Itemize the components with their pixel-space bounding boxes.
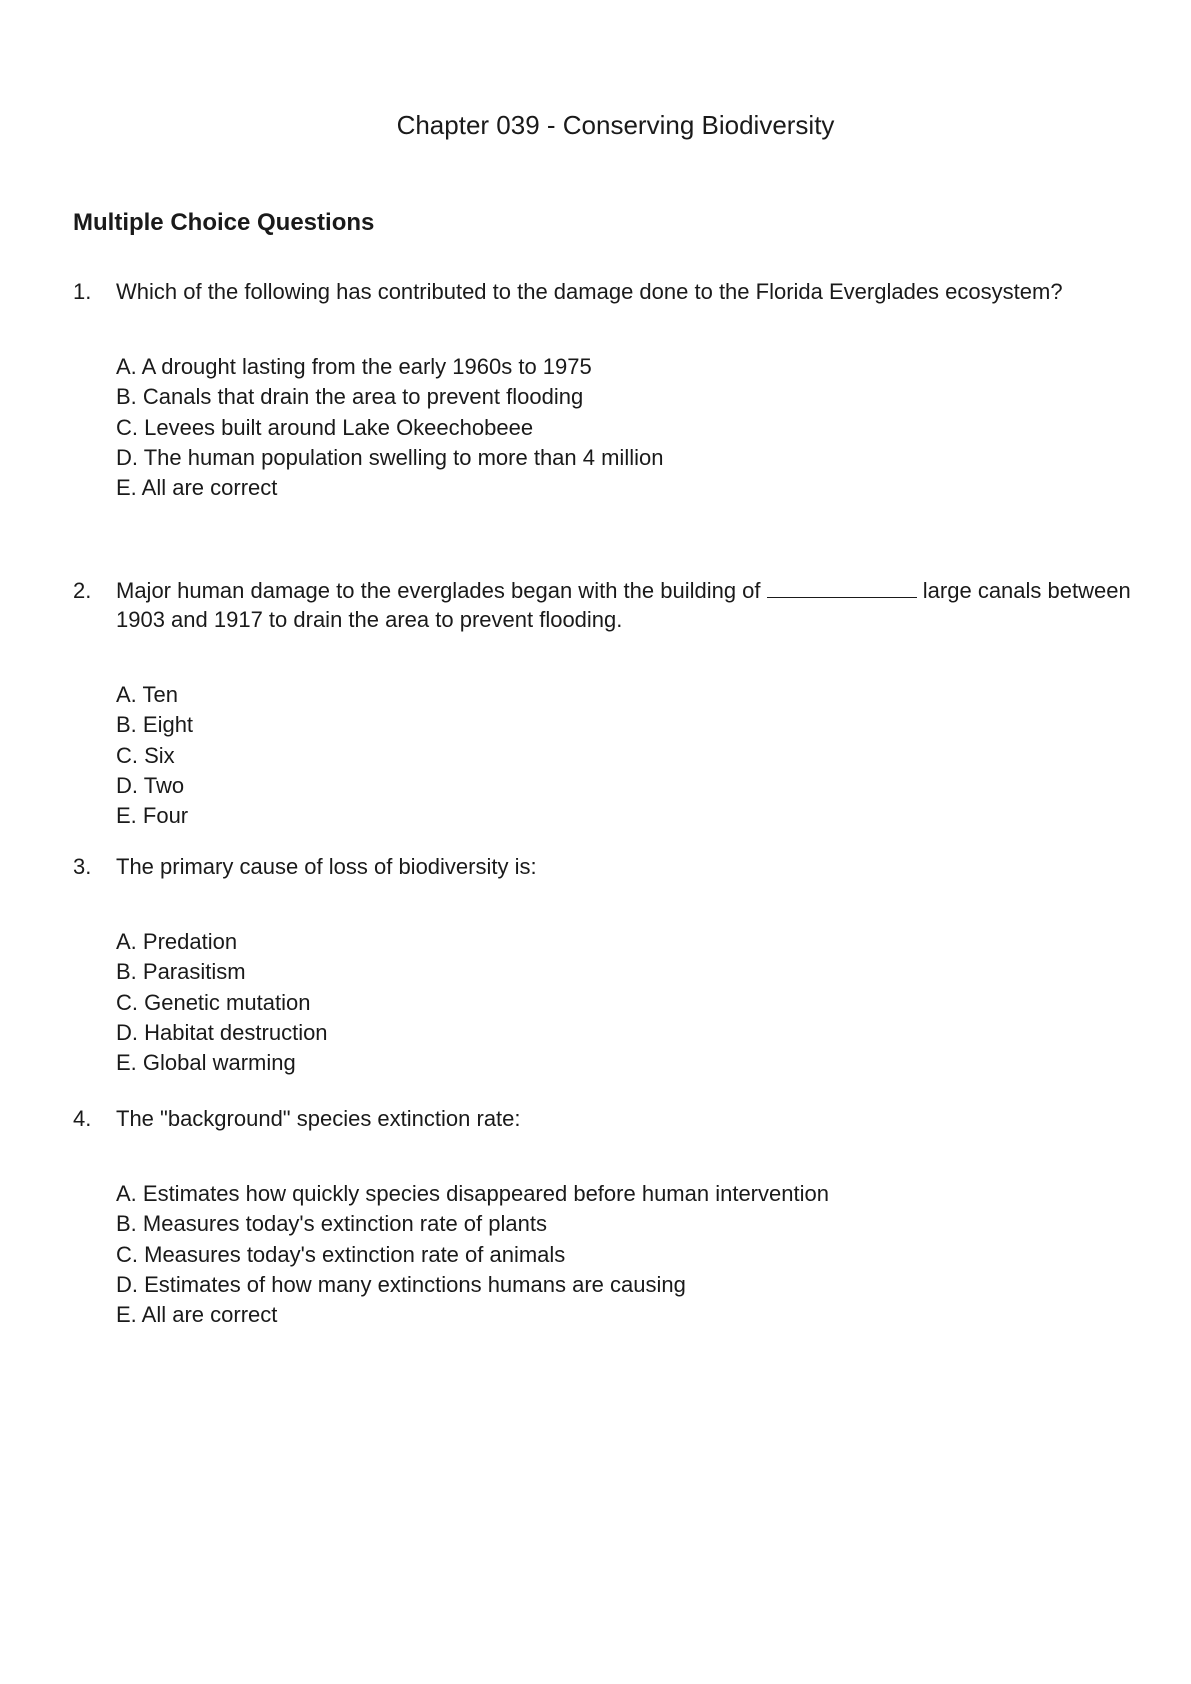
answer-option-e: E. All are correct	[116, 1302, 278, 1328]
question-stem	[73, 576, 1133, 634]
answer-option-d: D. Habitat destruction	[116, 1019, 328, 1045]
answer-option-b: B. Parasitism	[116, 959, 246, 985]
answer-option-d: D. Two	[116, 772, 185, 798]
question-1	[73, 277, 1133, 503]
answer-options	[73, 1179, 1133, 1330]
answer-option-e: E. Four	[116, 803, 189, 829]
question-number: 3.	[73, 854, 92, 879]
question-text	[116, 576, 1133, 634]
answer-option-b: B. Canals that drain the area to prevent flooding	[116, 384, 584, 410]
question-stem	[73, 1104, 1133, 1133]
answer-option-c: C. Levees built around Lake Okeechobeee	[116, 414, 534, 440]
answer-option-a: A. A drought lasting from the early 1960s to 1975	[116, 354, 592, 379]
question-stem	[73, 852, 1133, 881]
answer-blank	[767, 579, 917, 598]
question-text-before-blank: Major human damage to the everglades began with the building of	[116, 578, 761, 603]
answer-option-a: A. Ten	[116, 682, 178, 707]
question-stem	[73, 277, 1133, 306]
question-number: 1.	[73, 279, 92, 304]
question-text-after-blank: large canals between 1903 and 1917 to drain the area to prevent flooding.	[116, 578, 1131, 632]
question-text: The "background" species extinction rate:	[116, 1106, 521, 1131]
answer-option-e: E. All are correct	[116, 475, 278, 501]
answer-option-c: C. Genetic mutation	[116, 989, 311, 1015]
question-text: The primary cause of loss of biodiversity is:	[116, 854, 537, 879]
answer-option-b: B. Eight	[116, 712, 194, 738]
answer-option-b: B. Measures today's extinction rate of plants	[116, 1211, 547, 1237]
answer-options	[73, 352, 1133, 503]
section-heading: Multiple Choice Questions	[73, 209, 375, 236]
question-2	[73, 576, 1133, 831]
answer-option-a: A. Predation	[116, 929, 238, 954]
question-text: Which of the following has contributed to the damage done to the Florida Everglades ecosystem?	[116, 279, 1063, 304]
answer-options	[73, 680, 1133, 831]
question-3	[73, 852, 1133, 1078]
answer-option-d: D. The human population swelling to more than 4 million	[116, 444, 664, 470]
chapter-title: Chapter 039 - Conserving Biodiversity	[396, 110, 835, 140]
answer-option-c: C. Six	[116, 742, 175, 768]
answer-option-a: A. Estimates how quickly species disappeared before human intervention	[116, 1181, 829, 1206]
question-number: 2.	[73, 578, 92, 603]
answer-option-e: E. Global warming	[116, 1050, 296, 1076]
answer-option-d: D. Estimates of how many extinctions humans are causing	[116, 1271, 686, 1297]
answer-option-c: C. Measures today's extinction rate of animals	[116, 1241, 566, 1267]
answer-options	[73, 927, 1133, 1078]
question-4	[73, 1104, 1133, 1330]
question-number: 4.	[73, 1106, 92, 1131]
